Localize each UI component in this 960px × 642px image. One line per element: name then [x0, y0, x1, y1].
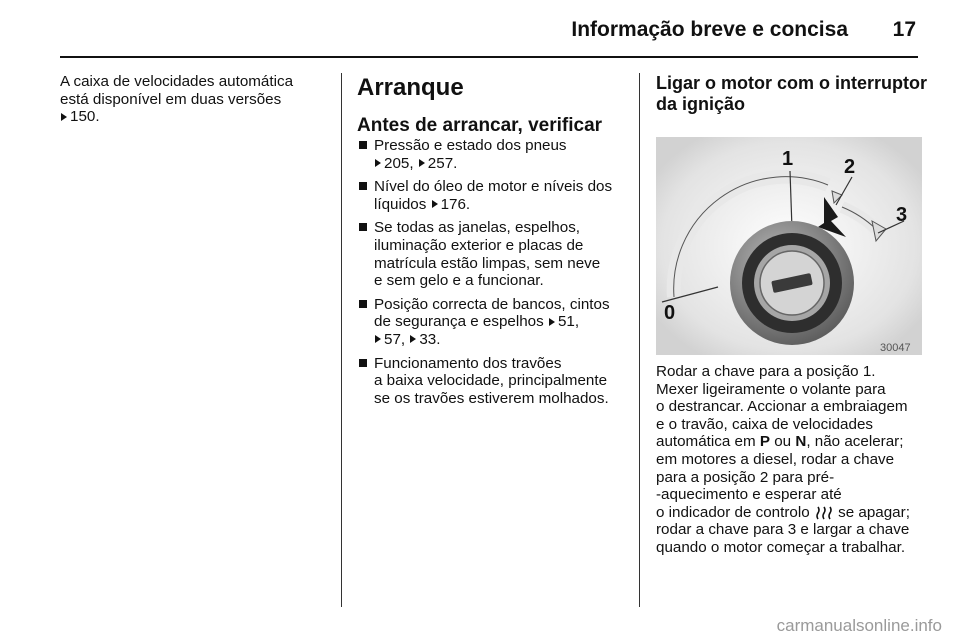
text-fragment: de segurança e espelhos: [374, 313, 544, 331]
text-line: em motores a diesel, rodar a chave: [656, 450, 895, 468]
column-divider-1: [341, 73, 342, 607]
page-ref[interactable]: 257.: [427, 154, 458, 172]
ignition-switch-illustration: [656, 137, 922, 355]
title-line: da ignição: [656, 94, 746, 114]
page-ref[interactable]: 33.: [419, 330, 441, 348]
text-fragment: , não acelerar;: [806, 433, 904, 451]
reference-icon: [375, 159, 381, 167]
list-item: [357, 296, 625, 349]
reference-icon: [549, 318, 555, 326]
text-line: se os travões estiverem molhados.: [374, 389, 609, 407]
page-ref[interactable]: 150.: [70, 108, 100, 126]
text-line: Pressão e estado dos pneus: [374, 137, 567, 154]
text-line: iluminação exterior e placas de: [374, 236, 584, 254]
page-ref[interactable]: 176.: [440, 195, 471, 213]
watermark: carmanualsonline.info: [776, 616, 942, 635]
reference-icon: [375, 335, 381, 343]
text-line: Mexer ligeiramente o volante para: [656, 380, 886, 398]
bullet-icon: [359, 182, 367, 190]
text-line: [60, 108, 330, 126]
text-fragment: o indicador de controlo: [656, 503, 810, 521]
text-line: [374, 196, 625, 214]
page-ref[interactable]: 57,: [384, 330, 406, 348]
bullet-icon: [359, 300, 367, 308]
position-label-2: 2: [844, 156, 856, 178]
page-ref[interactable]: 51,: [557, 313, 580, 331]
column-1: [60, 73, 330, 126]
list-item: [357, 178, 625, 213]
bullet-icon: [359, 359, 367, 367]
bullet-icon: [359, 141, 367, 149]
text-line: está disponível em duas versões: [60, 90, 282, 108]
text-line: Posição correcta de bancos, cintos: [374, 295, 610, 313]
text-line: quando o motor começar a trabalhar.: [656, 538, 906, 556]
column-2: [357, 73, 625, 413]
bullet-icon: [359, 223, 367, 231]
text-line: -aquecimento e esperar até: [656, 486, 842, 504]
section-subtitle: Antes de arrancar, verificar: [357, 115, 603, 136]
text-line: Nível do óleo de motor e níveis dos: [374, 178, 613, 196]
section-title: [656, 73, 928, 115]
header-rule: [60, 56, 918, 58]
gear-p-label: P: [759, 433, 770, 451]
text-line: [374, 313, 625, 331]
text-line: Funcionamento dos travões: [374, 354, 562, 372]
section-title: Arranque: [357, 74, 464, 101]
page-header-title: Informação breve e concisa: [571, 18, 848, 41]
reference-icon: [61, 113, 67, 121]
title-line: Ligar o motor com o interruptor: [656, 73, 928, 93]
list-item: [357, 219, 625, 289]
page-number: 17: [892, 18, 916, 41]
text-line: o destrancar. Accionar a embraiagem: [656, 398, 908, 416]
gear-n-label: N: [795, 433, 807, 451]
column-3: [656, 73, 928, 557]
text-line: a baixa velocidade, principalmente: [374, 372, 608, 390]
text-line: [656, 433, 922, 451]
glow-plug-icon: [816, 506, 832, 520]
text-fragment: se apagar;: [838, 503, 910, 521]
text-line: e o travão, caixa de velocidades: [656, 415, 873, 433]
text-line: A caixa de velocidades automática: [60, 73, 294, 90]
reference-icon: [419, 159, 425, 167]
list-item: [357, 137, 625, 172]
text-line: e sem gelo e a funcionar.: [374, 272, 544, 290]
reference-icon: [432, 200, 438, 208]
instructions-paragraph: [656, 363, 922, 557]
list-item: [357, 355, 625, 408]
reference-icon: [410, 335, 416, 343]
text-line: [374, 155, 625, 173]
position-label-0: 0: [664, 302, 676, 324]
position-label-3: 3: [896, 204, 908, 226]
text-line: matrícula estão limpas, sem neve: [374, 254, 601, 272]
text-line: [656, 504, 922, 522]
figure-code: 30047: [880, 342, 911, 354]
position-label-1: 1: [782, 148, 794, 170]
text-fragment: líquidos: [374, 195, 427, 213]
text-line: Se todas as janelas, espelhos,: [374, 219, 581, 237]
text-fragment: ou: [774, 433, 792, 451]
text-line: rodar a chave para 3 e largar a chave: [656, 521, 910, 539]
page-ref[interactable]: 205,: [384, 154, 414, 172]
text-line: [374, 331, 625, 349]
column-divider-2: [639, 73, 640, 607]
checklist: [357, 137, 625, 407]
text-fragment: automática em: [656, 433, 756, 451]
text-line: Rodar a chave para a posição 1.: [656, 363, 876, 380]
text-line: para a posição 2 para pré-: [656, 468, 835, 486]
